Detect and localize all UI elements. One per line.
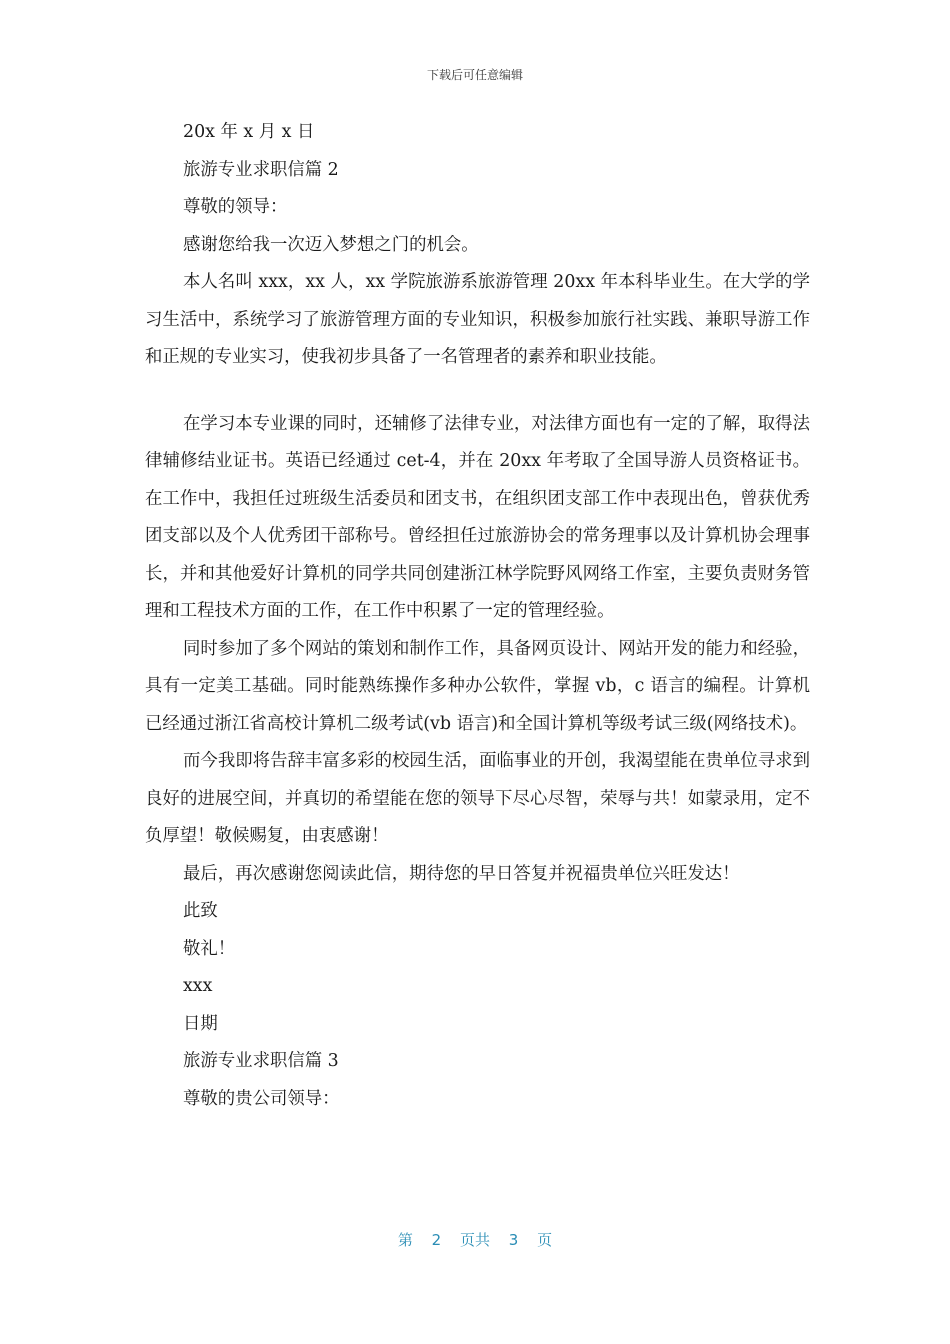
document-body — [145, 114, 810, 1118]
closing-line-2: 敬礼！ — [183, 938, 236, 959]
paragraph-1: 本人名叫 xxx，xx 人，xx 学院旅游系旅游管理 20xx 年本科毕业生。在大学的学习生活中，系统学习了旅游管理方面的专业知识，积极参加旅行社实践、兼职导游工作和正规的专业实习，使我初步具备了一名管理者的素养和职业技能。 — [145, 272, 810, 367]
intro-line: 感谢您给我一次迈入梦想之门的机会。 — [183, 234, 479, 255]
date-line: 20x 年 x 月 x 日 — [183, 122, 315, 142]
paragraph-3: 同时参加了多个网站的策划和制作工作，具备网页设计、网站开发的能力和经验，具有一定美工基础。同时能熟练操作多种办公软件，掌握 vb，c 语言的编程。计算机已经通过浙江省高校计算机二级考试(vb 语言)和全国计算机等级考试三级(网络技术)。 — [145, 638, 810, 734]
signature: xxx — [183, 976, 213, 996]
paragraph-5: 最后，再次感谢您阅读此信，期待您的早日答复并祝福贵单位兴旺发达！ — [183, 863, 740, 884]
page-footer: 第 2 页共 3 页 — [397, 1231, 553, 1249]
page-header: 下载后可任意编辑 — [426, 68, 523, 82]
paragraph-2: 在学习本专业课的同时，还辅修了法律专业，对法律方面也有一定的了解，取得法律辅修结业证书。英语已经通过 cet-4，并在 20xx 年考取了全国导游人员资格证书。在工作中，我担任过班级生活委员和团支书，在组织团支部工作中表现出色，曾获优秀团支部以及个人优秀团干部称号。曾经担任过旅游协会的常务理事以及计算机协会理事长，并和其他爱好计算机的同学共同创建浙江林学院野风网络工作室，主要负责财务管理和工程技术方面的工作，在工作中积累了一定的管理经验。 — [145, 413, 810, 621]
section-title-3: 旅游专业求职信篇 3 — [183, 1051, 339, 1071]
salutation-3: 尊敬的贵公司领导： — [183, 1088, 340, 1109]
closing-line-1: 此致 — [183, 901, 218, 921]
date-label: 日期 — [183, 1013, 218, 1034]
paragraph-4: 而今我即将告辞丰富多彩的校园生活，面临事业的开创，我渴望能在贵单位寻求到良好的进展空间，并真切的希望能在您的领导下尽心尽智，荣辱与共！如蒙录用，定不负厚望！敬候赐复，由衷感谢！ — [145, 751, 810, 846]
paragraph-gap — [145, 377, 810, 406]
section-title-2: 旅游专业求职信篇 2 — [183, 159, 339, 180]
salutation-2: 尊敬的领导： — [183, 197, 288, 217]
